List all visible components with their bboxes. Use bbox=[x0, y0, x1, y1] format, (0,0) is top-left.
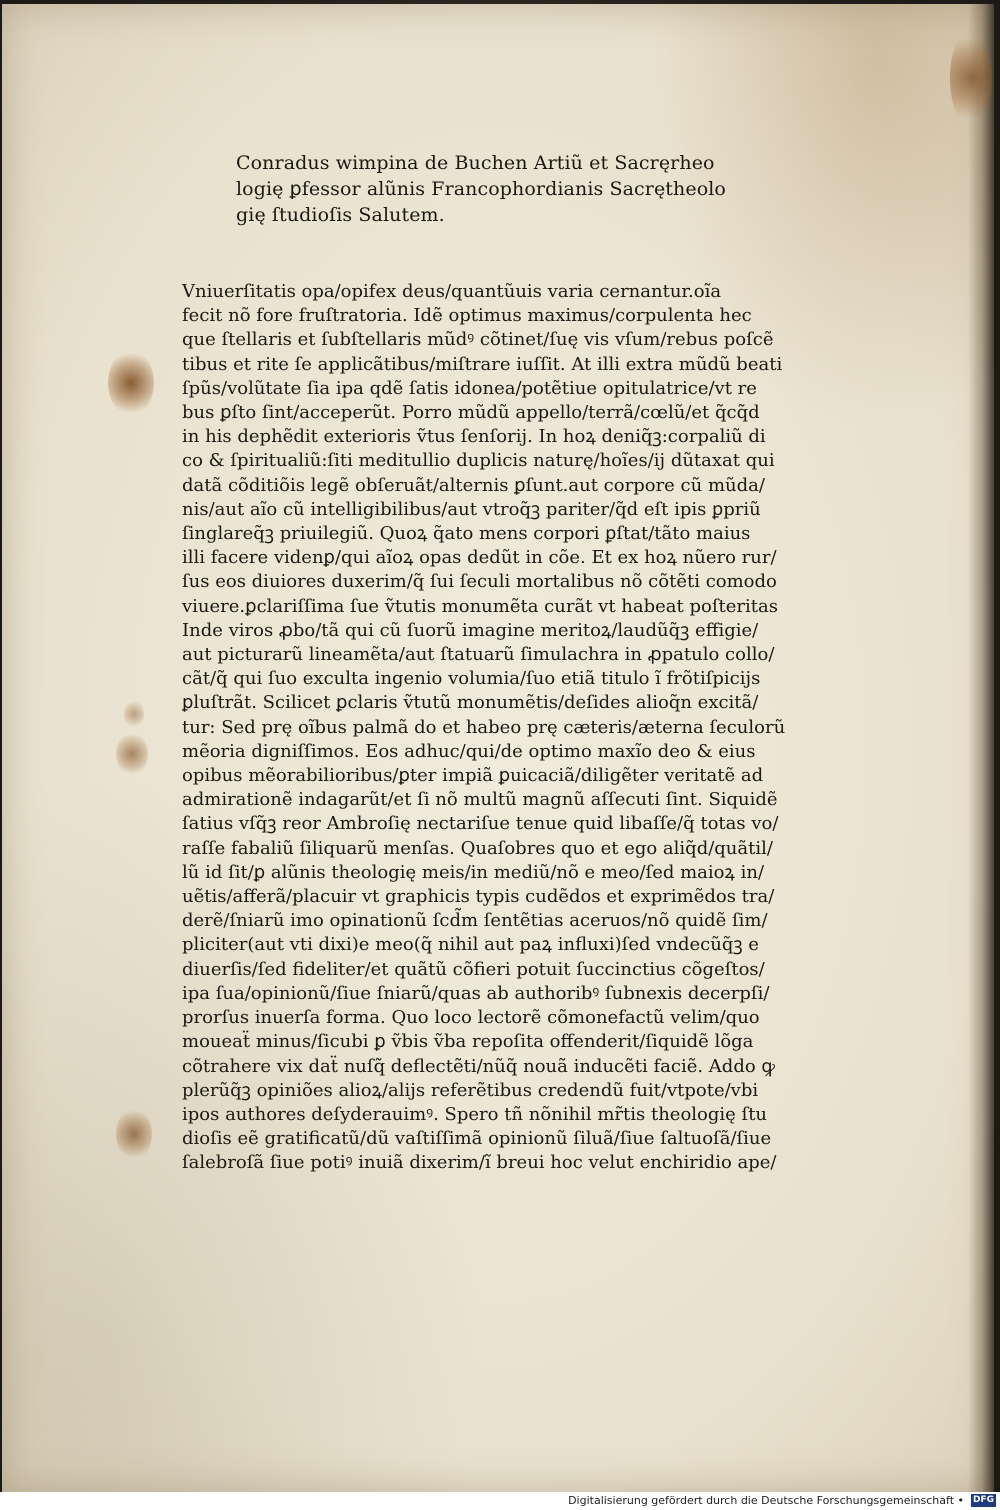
text-line: admirationẽ indagarũt/et ſi nõ multũ magnũ aſſecuti ſint. Siquidẽ bbox=[182, 789, 778, 811]
text-line: que ſtellaris et ſubſtellaris mũdꝰ cõtinet/ſuę vis vſum/rebus poſcẽ bbox=[182, 329, 774, 351]
text-line: mẽoria digniſſimos. Eos adhuc/qui/de optimo maxĩo deo & eius bbox=[182, 740, 756, 762]
text-line: lũ id ſit/ꝑ alũnis theologię meis/in mediũ/nõ e meo/ſed maioꝝ in/ bbox=[182, 861, 765, 883]
ink-stain bbox=[950, 28, 992, 128]
page-heading bbox=[236, 150, 796, 228]
text-line: cõtrahere vix daẗ nuſq̃ deflectẽti/nũq̃ nouã inducẽti faciẽ. Addo ꝙ bbox=[182, 1055, 775, 1077]
ink-stain bbox=[124, 700, 144, 728]
text-line: viuere.ꝑclariſſima ſue ṽtutis monumẽta curãt vt habeat poſteritas bbox=[182, 595, 778, 617]
text-line: fecit nõ fore fruſtratoria. Idẽ optimus maximus/corpulenta hec bbox=[182, 305, 752, 327]
paper-sheet bbox=[2, 4, 994, 1492]
text-line: dioſis eẽ gratificatũ/dũ vaſtiſſimã opinionũ ſiluã/ſiue ſaltuoſã/ſiue bbox=[182, 1128, 772, 1150]
ink-stain bbox=[116, 732, 148, 776]
binding-shadow bbox=[968, 4, 994, 1492]
heading-line: Conradus wimpina de Buchen Artiũ et Sacręrheo bbox=[236, 152, 715, 174]
ink-stain bbox=[116, 1108, 152, 1160]
text-line: diuerſis/ſed fideliter/et quãtũ cõfieri potuit ſuccinctius cõgeſtos/ bbox=[182, 958, 765, 980]
text-line: ſpũs/volũtate ſia ipa qdẽ ſatis idonea/potẽtiue opitulatrice/vt re bbox=[182, 377, 757, 399]
text-line: nis/aut aĩo cũ intelligibilibus/aut vtroq̃ꝫ pariter/q̃d eſt ipis ꝑpriũ bbox=[182, 498, 761, 520]
heading-line: gię ſtudioſis Salutem. bbox=[236, 204, 445, 226]
digitization-footer bbox=[0, 1492, 1000, 1510]
funding-credit: Digitalisierung gefördert durch die Deutsche Forschungsgemeinschaft • bbox=[568, 1494, 964, 1507]
text-line: illi facere videnꝑ/qui aĩoꝝ opas dedũt in cõe. Et ex hoꝝ nũero rur/ bbox=[182, 547, 777, 569]
text-line: ſinglareq̃ꝫ priuilegiũ. Quoꝝ q̃ato mens corpori ꝑſtat/tãto maius bbox=[182, 523, 751, 545]
ink-stain bbox=[108, 350, 154, 416]
text-line: Vniuerſitatis opa/opifex deus/quantũuis varia cernantur.oĩa bbox=[182, 281, 722, 302]
text-line: tibus et rite ſe applicãtibus/miſtrare iuſſit. At illi extra mũdũ beati bbox=[182, 353, 783, 375]
text-line: ſatius vſq̃ꝫ reor Ambroſię nectariſue tenue quid libaſſe/q̃ totas vo/ bbox=[182, 813, 779, 835]
text-line: opibus mẽorabilioribus/ꝑter impiã ꝑuicaciã/diligẽter veritatẽ ad bbox=[182, 765, 764, 787]
text-line: co & ſpiritualiũ:ſiti meditullio duplicis naturę/hoĩes/ij dũtaxat qui bbox=[182, 450, 775, 472]
text-line: bus ꝑſto ſint/acceperũt. Porro mũdũ appello/terrã/cœlũ/et q̃cq̃d bbox=[182, 402, 760, 424]
text-line: uẽtis/afferã/placuir vt graphicis typis cudẽdos et exprimẽdos tra/ bbox=[182, 886, 775, 908]
text-line: derẽ/ſniarũ imo opinationũ ſcd̃m ſentẽtias aceruos/nõ quidẽ ſim/ bbox=[182, 910, 768, 932]
text-line: datã cõditiõis legẽ obſeruãt/alternis ꝑſunt.aut corpore cũ mũda/ bbox=[182, 474, 765, 496]
text-line: pliciter(aut vti dixi)e meo(q̃ nihil aut paꝝ influxi)ſed vndecũq̃ꝫ e bbox=[182, 934, 759, 956]
text-line: ipa ſua/opinionũ/ſiue ſniarũ/quas ab authoribꝰ ſubnexis decerpſi/ bbox=[182, 982, 770, 1004]
body-text bbox=[182, 280, 822, 1176]
text-line: prorſus inuerſa forma. Quo loco lectorẽ cõmonefactũ velim/quo bbox=[182, 1007, 760, 1029]
text-line: ꝑluſtrãt. Scilicet ꝑclaris ṽtutũ monumẽtis/deſides alioq̃n excitã/ bbox=[182, 692, 759, 714]
text-line: cãt/q̃ qui ſuo exculta ingenio volumia/ſuo etiã titulo ĩ frõtiſpicijs bbox=[182, 668, 761, 690]
heading-line: logię ꝑfessor alũnis Francophordianis Sacrętheolo bbox=[236, 178, 726, 200]
text-line: moueaẗ minus/ſicubi ꝑ ṽbis ṽba repoſita offenderit/ſiquidẽ lõga bbox=[182, 1031, 754, 1053]
text-line: in his dephẽdit exterioris ṽtus ſenſorij. In hoꝝ deniq̃ꝫ:corpaliũ di bbox=[182, 426, 766, 448]
text-line: ipos authores deſyderauimꝰ. Spero tñ nõnihil mr̃tis theologię ſtu bbox=[182, 1103, 768, 1125]
dfg-logo: DFG bbox=[972, 1495, 994, 1505]
text-line: aut picturarũ lineamẽta/aut ſtatuarũ ſimulachra in ꝓpatulo collo/ bbox=[182, 644, 775, 666]
text-line: tur: Sed prę oĩbus palmã do et habeo prę cæteris/æterna ſeculorũ bbox=[182, 716, 786, 738]
text-line: raſſe fabaliũ ſiliquarũ menſas. Quaſobres quo et ego aliq̃d/quãtil/ bbox=[182, 837, 773, 859]
text-line: plerũq̃ꝫ opiniões alioꝝ/alijs referẽtibus credendũ fuit/vtpote/vbi bbox=[182, 1079, 759, 1101]
text-line: ſus eos diuiores duxerim/q̃ ſui ſeculi mortalibus nõ cõtẽti comodo bbox=[182, 571, 777, 593]
text-line: Inde viros ꝓbo/tã qui cũ ſuorũ imagine meritoꝝ/laudũq̃ꝫ effigie/ bbox=[182, 619, 759, 641]
text-line: ſalebroſã ſiue potiꝰ inuiã dixerim/ĩ breui hoc velut enchiridio ape/ bbox=[182, 1152, 777, 1174]
